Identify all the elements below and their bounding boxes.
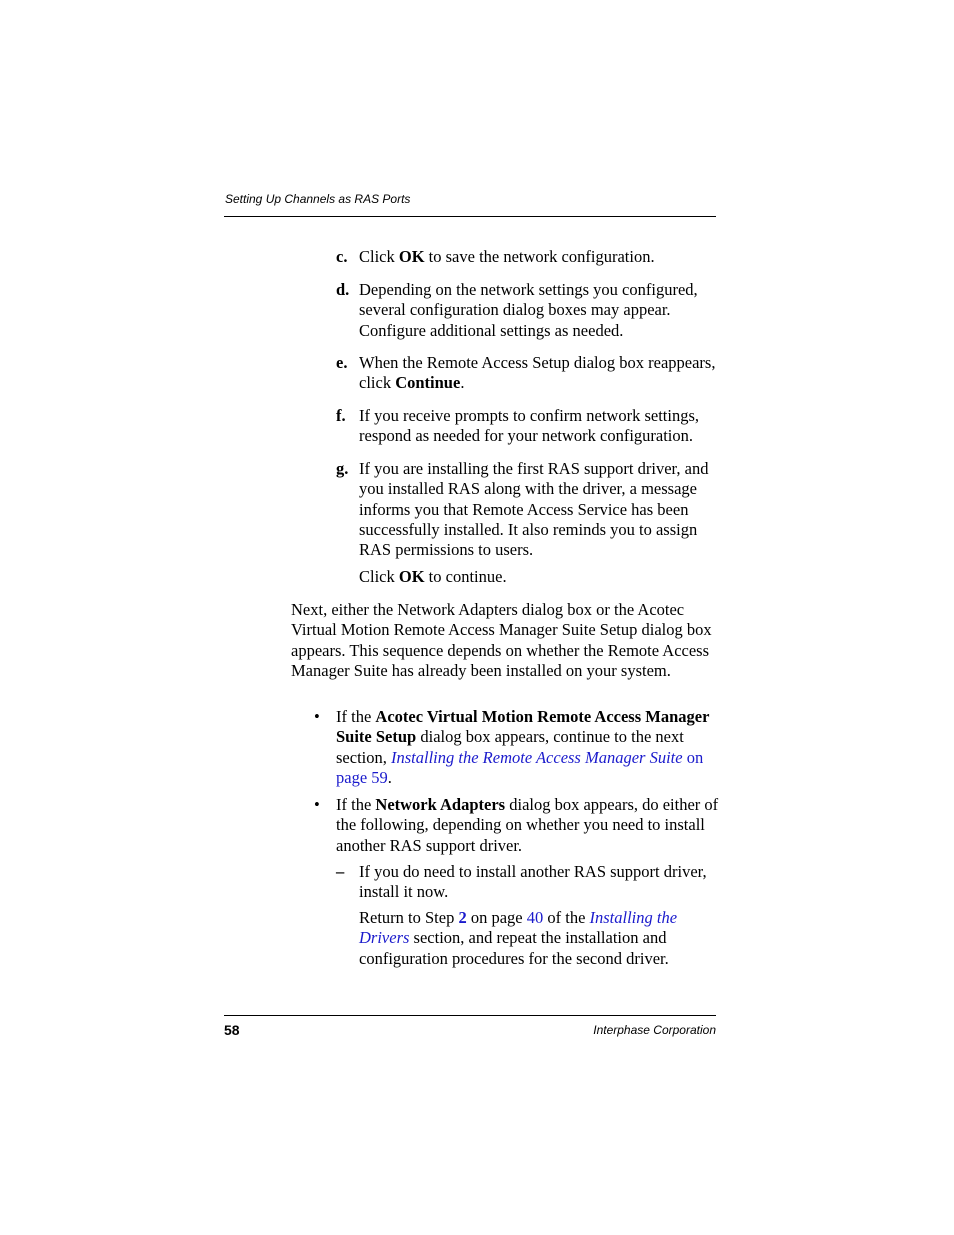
step-marker: f. — [336, 406, 346, 425]
link-step-2[interactable]: 2 — [458, 908, 467, 927]
footer-company: Interphase Corporation — [593, 1023, 716, 1037]
bullet-marker: • — [314, 795, 320, 814]
bullet-marker: • — [314, 707, 320, 726]
return-paragraph: Return to Step 2 on page 40 of the Installing the Drivers section, and repeat the installation and configuration procedures for the second driver. — [359, 908, 678, 968]
step-marker: e. — [336, 353, 348, 372]
dash-marker: – — [336, 862, 345, 881]
step-marker: c. — [336, 247, 348, 266]
bullet-text: If the Network Adapters dialog box appears, do either of the following, depending on whether you need to install another RAS support driver. — [336, 795, 719, 855]
step-text: Depending on the network settings you configured, several configuration dialog boxes may appear. Configure additional settings as needed. — [359, 280, 698, 340]
step-marker: d. — [336, 280, 350, 299]
link-page-40[interactable]: 40 — [526, 908, 544, 927]
step-marker: g. — [336, 459, 349, 478]
page-number: 58 — [224, 1022, 240, 1038]
header-rule — [224, 216, 716, 217]
step-text: If you are installing the first RAS support driver, and you installed RAS along with the driver, a message informs you that Remote Access Service has been successfully installed. It also reminds you to assign RAS permissions to users. — [359, 459, 709, 560]
step-text: When the Remote Access Setup dialog box reappears, click Continue. — [359, 353, 716, 393]
running-header-title: Setting Up Channels as RAS Ports — [225, 192, 411, 206]
intro-paragraph: Next, either the Network Adapters dialog box or the Acotec Virtual Motion Remote Access Manager Suite Setup dialog box appears. This sequence depends on whether the Remote Access Manager Suite has already been installed on your system. — [291, 600, 712, 680]
link-installing-remote-access-manager-suite[interactable]: Installing the Remote Access Manager Suite — [391, 747, 683, 767]
bullet-text: If the Acotec Virtual Motion Remote Access Manager Suite Setup dialog box appears, continue to the next section, Installing the Remote Access Manager Suite on page 59. — [336, 707, 710, 787]
step-g-followup: Click OK to continue. — [359, 567, 507, 586]
link-page-59[interactable]: on page 59 — [336, 747, 704, 787]
sub-item-text: If you do need to install another RAS support driver, install it now. — [359, 862, 707, 902]
link-installing-the-drivers[interactable]: Installing the Drivers — [359, 908, 678, 948]
step-text: Click OK to save the network configuration. — [359, 247, 655, 266]
footer-rule — [224, 1015, 716, 1016]
step-text: If you receive prompts to confirm network settings, respond as needed for your network configuration. — [359, 406, 699, 446]
